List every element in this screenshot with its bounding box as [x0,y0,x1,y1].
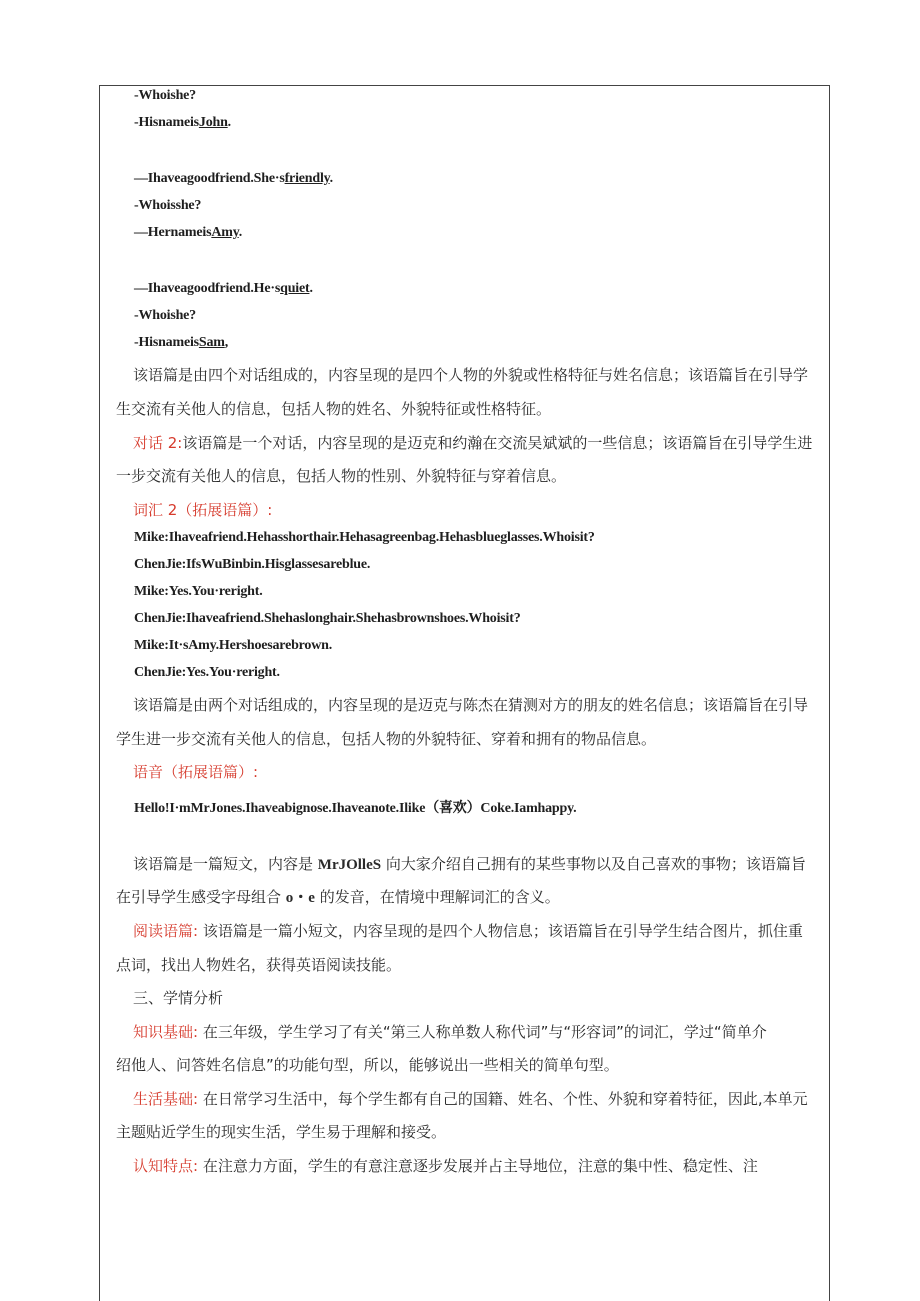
dialogue-line: -Whoishe? [134,88,196,103]
dialogue-line: ChenJie:Ihaveafriend.Shehaslonghair.Shehasbrownshoes.Whoisit? [134,611,521,626]
section-label: 认知特点: [133,1157,199,1175]
dialogue-line: -Whoisshe? [134,198,202,213]
section-label: 对话 2: [133,434,183,452]
dialogue-line: ChenJie:IfsWuBinbin.Hisglassesareblue. [134,557,371,572]
dialogue-line: Mike:It·sAmy.Hershoesarebrown. [134,638,333,653]
paragraph-line: 该语篇是一篇短文，内容是 MrJOlleS 向大家介绍自己拥有的某些事物以及自己喜欢的事物；该语篇旨 [133,855,806,873]
paragraph-line: 主题贴近学生的现实生活，学生易于理解和接受。 [116,1123,447,1141]
dialogue-line: -Whoishe? [134,308,196,323]
section-label: 知识基础: [133,1023,199,1041]
paragraph-line: 知识基础: 在三年级，学生学习了有关“第三人称单数人称代词”与“形容词”的词汇，学过“简单介 [133,1023,767,1041]
dialogue-line: -HisnameisJohn. [134,115,231,130]
dialogue-line: -HisnameisSam, [134,335,229,350]
paragraph-line: 该语篇是由两个对话组成的，内容呈现的是迈克与陈杰在猜测对方的朋友的姓名信息；该语篇旨在引导 [133,696,809,714]
phonics-text: Hello!I·mMrJones.Ihaveabignose.Ihaveanote.Ilike（喜欢）Coke.Iamhappy. [134,801,577,816]
dialogue-line: —Ihaveagoodfriend.She·sfriendly. [134,171,333,186]
paragraph-line: 对话 2:该语篇是一个对话，内容呈现的是迈克和约瀚在交流吴斌斌的一些信息；该语篇旨在引导学生进 [133,434,813,452]
section-heading: 词汇 2（拓展语篇）: [133,501,273,519]
paragraph-line: 点词，找出人物姓名，获得英语阅读技能。 [116,956,402,974]
dialogue-line: ChenJie:Yes.You·reright. [134,665,280,680]
underlined-name: Sam [198,335,225,350]
table-cell-border [99,85,830,1301]
dialogue-line: —HernameisAmy. [134,225,243,240]
section-heading: 语音（拓展语篇）: [133,763,259,781]
dialogue-line: —Ihaveagoodfriend.He·squiet. [134,281,313,296]
paragraph-line: 生活基础: 在日常学习生活中，每个学生都有自己的国籍、姓名、个性、外貌和穿着特征，因此,本单元 [133,1090,808,1108]
paragraph-line: 一步交流有关他人的信息，包括人物的性别、外貌特征与穿着信息。 [116,467,567,485]
section-label: 阅读语篇: [133,922,199,940]
underlined-name: John [198,115,228,130]
paragraph-line: 阅读语篇: 该语篇是一篇小短文，内容呈现的是四个人物信息；该语篇旨在引导学生结合图片，抓住重 [133,922,803,940]
underlined-word: friendly [284,171,330,186]
dialogue-line: Mike:Ihaveafriend.Hehasshorthair.Hehasagreenbag.Hehasblueglasses.Whoisit? [134,530,595,545]
paragraph-line: 认知特点: 在注意力方面，学生的有意注意逐步发展并占主导地位，注意的集中性、稳定性、注 [133,1157,758,1175]
section-label: 生活基础: [133,1090,199,1108]
paragraph-line: 学生进一步交流有关他人的信息，包括人物的外貌特征、穿着和拥有的物品信息。 [116,730,657,748]
underlined-name: Amy [211,225,239,240]
paragraph-line: 在引导学生感受字母组合 o・e 的发音，在情境中理解词汇的含义。 [116,888,560,906]
paragraph-line: 该语篇是由四个对话组成的，内容呈现的是四个人物的外貌或性格特征与姓名信息；该语篇旨在引导学 [133,366,809,384]
paragraph-line: 绍他人、问答姓名信息”的功能句型，所以，能够说出一些相关的简单句型。 [116,1056,619,1074]
section-title: 三、学情分析 [133,989,224,1007]
dialogue-line: Mike:Yes.You·reright. [134,584,263,599]
paragraph-line: 生交流有关他人的信息，包括人物的姓名、外貌特征或性格特征。 [116,400,552,418]
underlined-word: quiet [280,281,310,296]
